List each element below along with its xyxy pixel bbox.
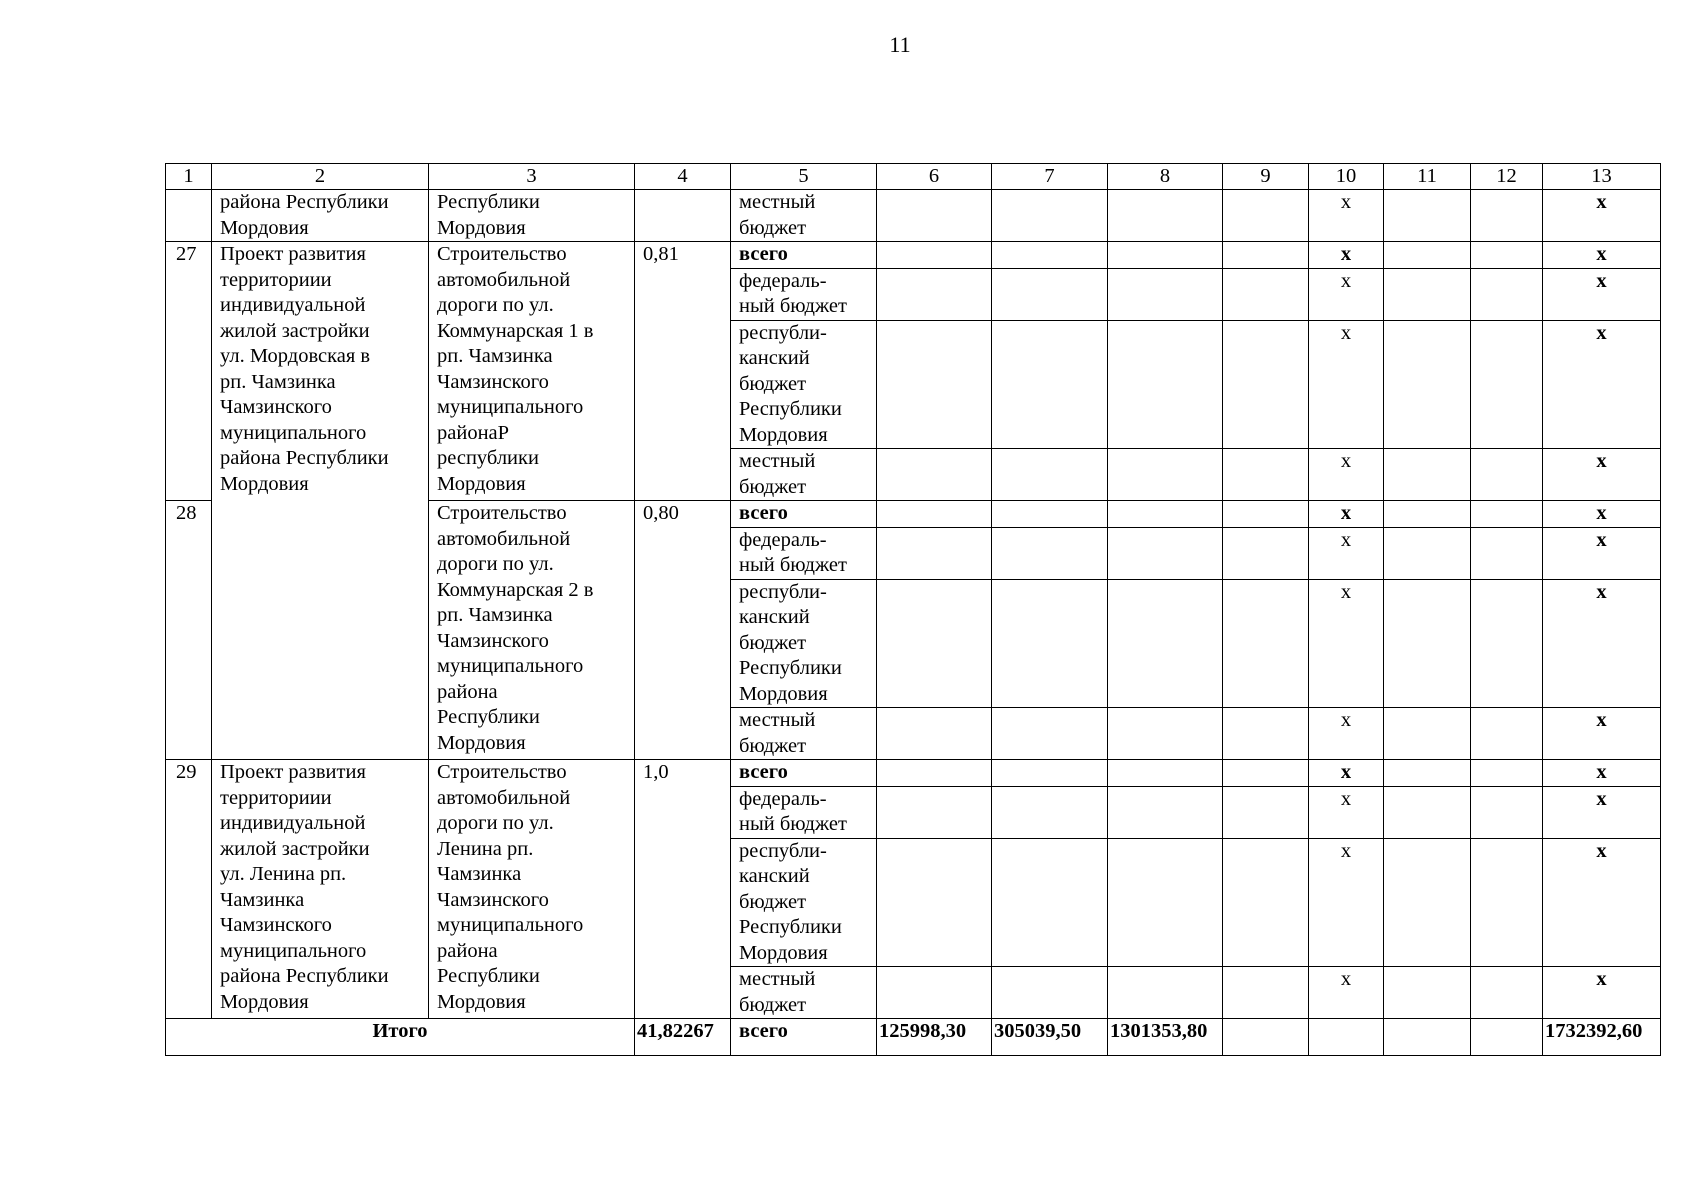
empty-cell: [992, 320, 1108, 449]
object-text-line: Строительство: [437, 502, 567, 524]
source-text-line: бюджет: [739, 475, 807, 498]
col-header: 4: [635, 164, 731, 190]
empty-cell: [1223, 967, 1309, 1019]
mark-cell: х: [1309, 838, 1384, 967]
source-cell: [731, 579, 877, 708]
empty-cell: [1471, 760, 1543, 787]
object-text-line: Мордовия: [437, 990, 526, 1013]
mark-cell: х: [1309, 320, 1384, 449]
col-header: 8: [1108, 164, 1223, 190]
project-text-line: индивидуальной: [220, 812, 366, 834]
project-text-line: Мордовия: [220, 216, 309, 239]
mark-cell: x: [1543, 527, 1661, 579]
empty-cell: [877, 838, 992, 967]
project-text-line: района Республики: [220, 191, 389, 213]
empty-cell: [1471, 268, 1543, 320]
mark-cell: х: [1309, 708, 1384, 760]
table-row: [166, 760, 1661, 787]
source-text-line: федераль-: [739, 787, 827, 810]
total-col6: 125998,30: [877, 1019, 992, 1056]
object-text-line: рп. Чамзинка: [437, 604, 553, 626]
source-cell: всего: [731, 760, 877, 787]
object-text-line: республики: [437, 447, 539, 469]
source-cell: [731, 320, 877, 449]
mark-cell: х: [1309, 579, 1384, 708]
empty-cell: [1384, 708, 1471, 760]
empty-cell: [1223, 708, 1309, 760]
project-cell: [212, 242, 429, 760]
source-text-line: бюджет: [739, 372, 807, 395]
empty-cell: [992, 190, 1108, 242]
source-text-line: местный: [739, 191, 816, 213]
empty-cell: [877, 242, 992, 269]
mark-cell: x: [1543, 449, 1661, 501]
mark-cell: x: [1543, 501, 1661, 528]
empty-cell: [1471, 190, 1543, 242]
empty-cell: [1309, 1019, 1384, 1056]
col-header: 12: [1471, 164, 1543, 190]
object-text-line: Республики: [437, 965, 540, 987]
source-text-line: бюджет: [739, 890, 807, 913]
project-text-line: Проект развития: [220, 761, 366, 783]
source-text-line: республи-: [739, 839, 827, 862]
mark-cell: x: [1543, 838, 1661, 967]
empty-cell: [1108, 268, 1223, 320]
object-text-line: автомобильной: [437, 268, 571, 291]
source-cell: [731, 527, 877, 579]
source-text-line: бюджет: [739, 631, 807, 654]
empty-cell: [1108, 708, 1223, 760]
project-text-line: Чамзинка: [220, 888, 305, 911]
object-text-line: муниципального: [437, 655, 584, 677]
mark-cell: x: [1543, 708, 1661, 760]
empty-cell: [1471, 838, 1543, 967]
empty-cell: [877, 449, 992, 501]
object-text-line: района: [437, 680, 498, 703]
mark-cell: x: [1543, 967, 1661, 1019]
empty-cell: [877, 527, 992, 579]
empty-cell: [877, 501, 992, 528]
source-text-line: канский: [739, 606, 810, 628]
empty-cell: [992, 527, 1108, 579]
empty-cell: [877, 786, 992, 838]
source-text-line: Республики: [739, 916, 842, 938]
object-text-line: муниципального: [437, 396, 584, 418]
empty-cell: [1384, 501, 1471, 528]
mark-cell: x: [1543, 786, 1661, 838]
mark-cell: х: [1309, 449, 1384, 501]
project-text-line: муниципального: [220, 939, 367, 962]
object-text-line: Чамзинского: [437, 370, 549, 393]
empty-cell: [992, 449, 1108, 501]
row-number-cell: 29: [166, 760, 212, 1019]
object-text-line: Строительство: [437, 761, 567, 783]
length-cell: 1,0: [635, 760, 731, 1019]
object-text-line: Коммунарская 2 в: [437, 578, 594, 601]
empty-cell: [1223, 1019, 1309, 1056]
empty-cell: [1384, 579, 1471, 708]
length-cell: [635, 190, 731, 242]
object-text-line: автомобильной: [437, 786, 571, 809]
col-header: 2: [212, 164, 429, 190]
total-col7: 305039,50: [992, 1019, 1108, 1056]
source-text-line: Республики: [739, 398, 842, 420]
empty-cell: [1223, 320, 1309, 449]
source-text-line: бюджет: [739, 993, 807, 1016]
empty-cell: [1223, 268, 1309, 320]
empty-cell: [1223, 449, 1309, 501]
project-text-line: Чамзинского: [220, 914, 332, 936]
total-col8: 1301353,80: [1108, 1019, 1223, 1056]
col-header: 9: [1223, 164, 1309, 190]
empty-cell: [1471, 708, 1543, 760]
empty-cell: [1384, 1019, 1471, 1056]
source-cell: всего: [731, 501, 877, 528]
source-text-line: канский: [739, 347, 810, 369]
object-text-line: автомобильной: [437, 527, 571, 550]
object-text-line: дороги по ул.: [437, 812, 554, 834]
empty-cell: [1108, 242, 1223, 269]
col-header: 1: [166, 164, 212, 190]
project-text-line: Чамзинского: [220, 396, 332, 418]
empty-cell: [877, 579, 992, 708]
empty-cell: [877, 320, 992, 449]
project-text-line: территориии: [220, 786, 332, 809]
source-text-line: федераль-: [739, 269, 827, 292]
page-number: 11: [889, 32, 911, 57]
mark-cell: x: [1543, 242, 1661, 269]
object-text-line: рп. Чамзинка: [437, 345, 553, 367]
empty-cell: [1108, 501, 1223, 528]
object-text-line: Мордовия: [437, 216, 526, 239]
empty-cell: [1384, 242, 1471, 269]
empty-cell: [1223, 579, 1309, 708]
object-text-line: Республики: [437, 706, 540, 728]
source-text-line: Мордовия: [739, 423, 828, 446]
column-numbers-row: [166, 164, 1661, 190]
project-text-line: жилой застройки: [220, 319, 370, 342]
empty-cell: [992, 708, 1108, 760]
empty-cell: [1384, 320, 1471, 449]
empty-cell: [992, 242, 1108, 269]
empty-cell: [992, 786, 1108, 838]
mark-cell: x: [1543, 760, 1661, 787]
project-text-line: индивидуальной: [220, 294, 366, 316]
object-text-line: дороги по ул.: [437, 294, 554, 316]
project-text-line: рп. Чамзинка: [220, 370, 336, 393]
col-header: 10: [1309, 164, 1384, 190]
project-cell: [212, 760, 429, 1019]
source-cell: [731, 449, 877, 501]
mark-cell: х: [1309, 786, 1384, 838]
empty-cell: [1384, 449, 1471, 501]
source-text-line: ный бюджет: [739, 554, 847, 576]
object-text-line: Строительство: [437, 243, 567, 265]
length-cell: 0,81: [635, 242, 731, 501]
empty-cell: [1108, 190, 1223, 242]
source-cell: [731, 708, 877, 760]
empty-cell: [1108, 579, 1223, 708]
empty-cell: [1223, 242, 1309, 269]
empty-cell: [1384, 527, 1471, 579]
mark-cell: х: [1309, 967, 1384, 1019]
empty-cell: [1223, 838, 1309, 967]
project-text-line: Проект развития: [220, 243, 366, 265]
project-text-line: муниципального: [220, 421, 367, 444]
source-cell: [731, 190, 877, 242]
empty-cell: [1108, 786, 1223, 838]
empty-cell: [1108, 527, 1223, 579]
source-text-line: федераль-: [739, 528, 827, 551]
source-text-line: канский: [739, 865, 810, 887]
source-text-line: республи-: [739, 580, 827, 603]
empty-cell: [877, 967, 992, 1019]
col-header: 13: [1543, 164, 1661, 190]
mark-cell: x: [1543, 190, 1661, 242]
object-text-line: Коммунарская 1 в: [437, 319, 594, 342]
empty-cell: [1384, 838, 1471, 967]
source-text-line: местный: [739, 450, 816, 472]
source-cell: всего: [731, 242, 877, 269]
empty-cell: [1223, 190, 1309, 242]
empty-cell: [1471, 786, 1543, 838]
source-text-line: местный: [739, 968, 816, 990]
empty-cell: [1471, 242, 1543, 269]
empty-cell: [1384, 786, 1471, 838]
project-cell: [212, 190, 429, 242]
empty-cell: [992, 579, 1108, 708]
object-text-line: дороги по ул.: [437, 553, 554, 575]
object-text-line: районаР: [437, 421, 510, 444]
empty-cell: [1384, 190, 1471, 242]
mark-cell: x: [1309, 501, 1384, 528]
empty-cell: [1471, 1019, 1543, 1056]
col-header: 11: [1384, 164, 1471, 190]
object-text-line: Чамзинского: [437, 629, 549, 652]
empty-cell: [1384, 268, 1471, 320]
project-text-line: ул. Мордовская в: [220, 345, 371, 367]
object-text-line: района: [437, 939, 498, 962]
empty-cell: [1471, 967, 1543, 1019]
table-row: [166, 190, 1661, 242]
project-text-line: района Республики: [220, 965, 389, 987]
mark-cell: х: [1309, 527, 1384, 579]
source-text-line: местный: [739, 709, 816, 731]
empty-cell: [877, 268, 992, 320]
row-number-cell: 28: [166, 501, 212, 760]
empty-cell: [1471, 527, 1543, 579]
project-text-line: района Республики: [220, 447, 389, 469]
col-header: 7: [992, 164, 1108, 190]
object-text-line: муниципального: [437, 914, 584, 936]
empty-cell: [1108, 967, 1223, 1019]
source-text-line: ный бюджет: [739, 295, 847, 317]
empty-cell: [992, 760, 1108, 787]
total-label: Итого: [166, 1019, 635, 1056]
empty-cell: [1223, 527, 1309, 579]
financing-table: [165, 163, 1661, 1056]
empty-cell: [992, 268, 1108, 320]
mark-cell: х: [1309, 268, 1384, 320]
empty-cell: [992, 501, 1108, 528]
source-cell: [731, 268, 877, 320]
mark-cell: x: [1543, 320, 1661, 449]
row-number-cell: 27: [166, 242, 212, 501]
empty-cell: [1471, 501, 1543, 528]
empty-cell: [1223, 786, 1309, 838]
mark-cell: х: [1309, 190, 1384, 242]
total-length: 41,82267: [635, 1019, 731, 1056]
total-row: [166, 1019, 1661, 1056]
mark-cell: x: [1543, 579, 1661, 708]
project-text-line: Мордовия: [220, 990, 309, 1013]
source-text-line: ный бюджет: [739, 813, 847, 835]
table-row: [166, 242, 1661, 269]
source-cell: [731, 967, 877, 1019]
empty-cell: [1471, 449, 1543, 501]
col-header: 6: [877, 164, 992, 190]
source-text-line: Республики: [739, 657, 842, 679]
empty-cell: [992, 967, 1108, 1019]
source-text-line: Мордовия: [739, 941, 828, 964]
empty-cell: [1108, 760, 1223, 787]
empty-cell: [1471, 320, 1543, 449]
object-text-line: Мордовия: [437, 731, 526, 754]
source-text-line: Мордовия: [739, 682, 828, 705]
object-cell: [429, 242, 635, 501]
col-header: 5: [731, 164, 877, 190]
mark-cell: x: [1543, 268, 1661, 320]
mark-cell: x: [1309, 242, 1384, 269]
object-text-line: Ленина рп.: [437, 837, 534, 860]
source-text-line: республи-: [739, 321, 827, 344]
object-cell: [429, 501, 635, 760]
project-text-line: жилой застройки: [220, 837, 370, 860]
col-header: 3: [429, 164, 635, 190]
empty-cell: [877, 760, 992, 787]
empty-cell: [1223, 501, 1309, 528]
object-text-line: Чамзинка: [437, 863, 522, 885]
empty-cell: [1108, 449, 1223, 501]
object-cell: [429, 190, 635, 242]
length-cell: 0,80: [635, 501, 731, 760]
empty-cell: [1384, 967, 1471, 1019]
object-text-line: Чамзинского: [437, 888, 549, 911]
source-cell: [731, 786, 877, 838]
project-text-line: территориии: [220, 268, 332, 291]
empty-cell: [877, 190, 992, 242]
empty-cell: [1471, 579, 1543, 708]
empty-cell: [992, 838, 1108, 967]
object-cell: [429, 760, 635, 1019]
source-text-line: бюджет: [739, 734, 807, 757]
project-text-line: Мордовия: [220, 472, 309, 495]
empty-cell: [1384, 760, 1471, 787]
object-text-line: Мордовия: [437, 472, 526, 495]
total-source: всего: [731, 1019, 877, 1056]
mark-cell: x: [1309, 760, 1384, 787]
empty-cell: [1108, 320, 1223, 449]
empty-cell: [1108, 838, 1223, 967]
project-text-line: ул. Ленина рп.: [220, 863, 347, 885]
object-text-line: Республики: [437, 191, 540, 213]
total-col13: 1732392,60: [1543, 1019, 1661, 1056]
source-text-line: бюджет: [739, 216, 807, 239]
empty-cell: [1223, 760, 1309, 787]
source-cell: [731, 838, 877, 967]
row-number-cell: [166, 190, 212, 242]
empty-cell: [877, 708, 992, 760]
